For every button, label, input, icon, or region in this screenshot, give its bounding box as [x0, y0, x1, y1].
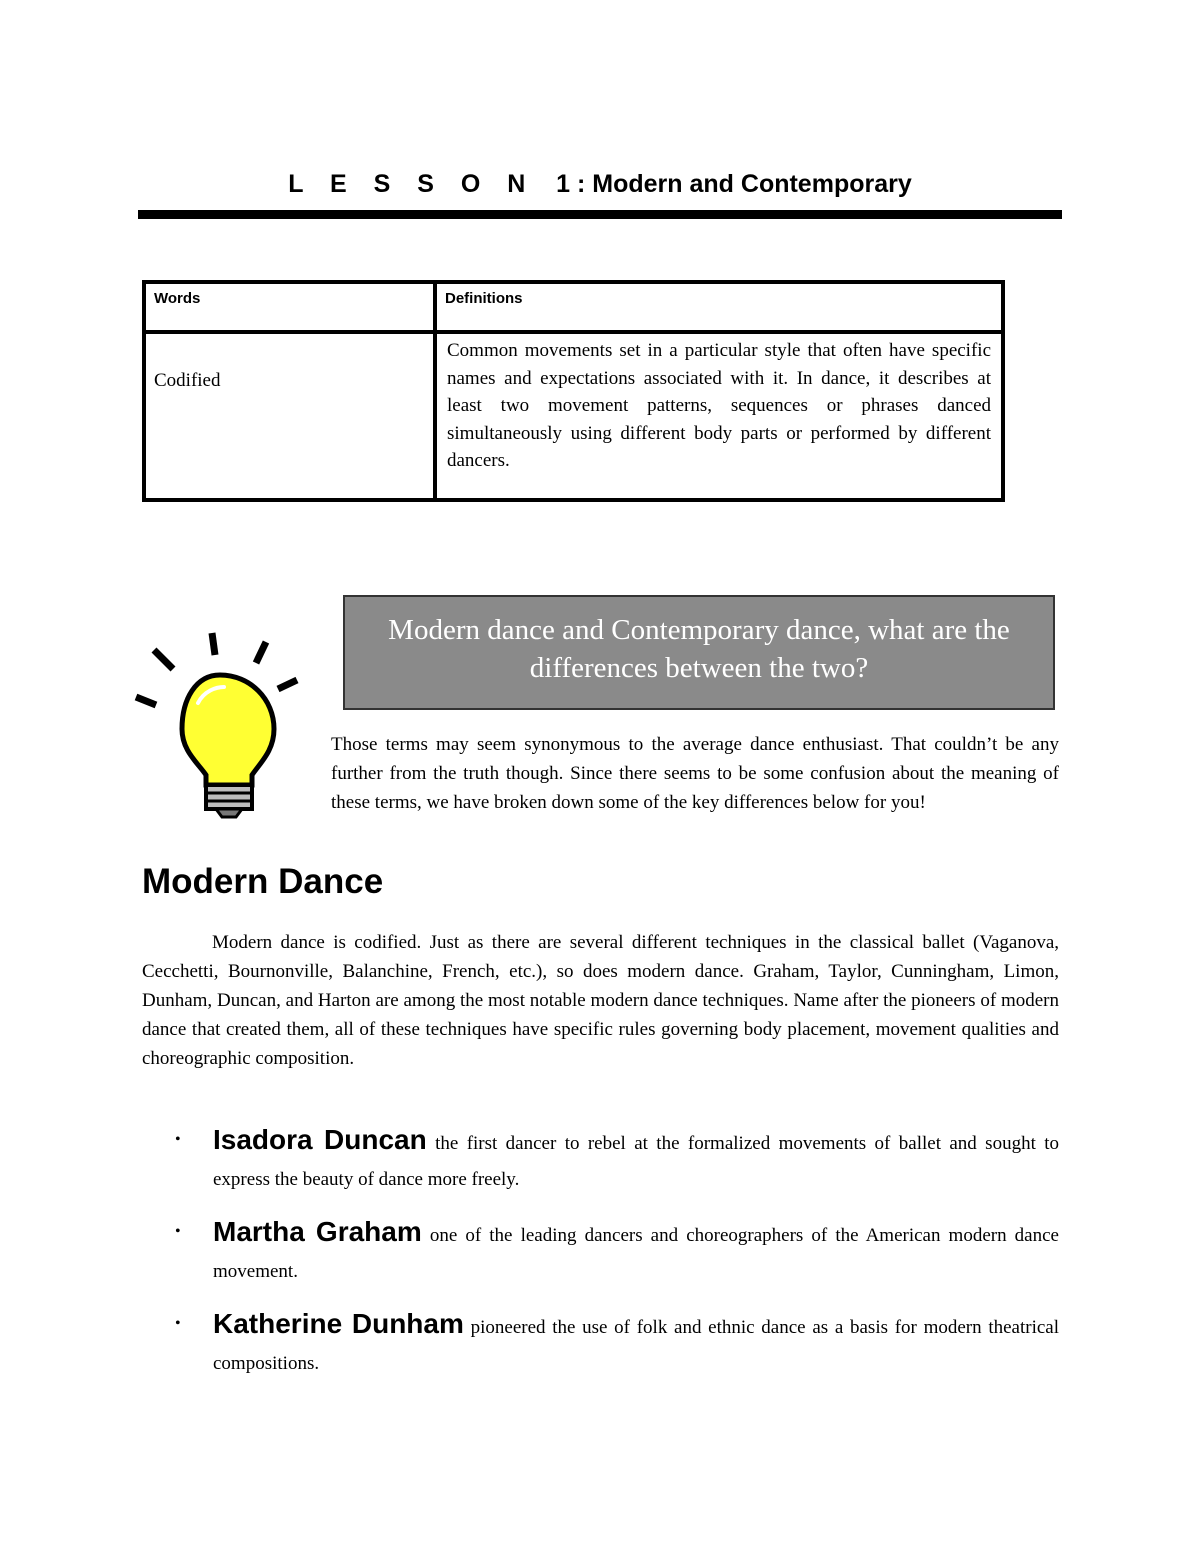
bullet-symbol: •: [175, 1131, 181, 1148]
dancer-description: pioneered the use of folk and ethnic dance as a basis for modern theatrical compositions.: [213, 1317, 1059, 1374]
modern-dance-paragraph: Modern dance is codified. Just as there are several different techniques in the classical ballet (Vaganova, Cecchetti, Bournonville, Balanchine, French, etc.), so does modern dance. Graham, Taylor, Cunningham, Limon, Dunham, Duncan, and Harton are among the most notable modern dance techniques. Name after the pioneers of modern dance that created them, all of these techniques have specific rules governing body placement, movement qualities and choreographic composition.: [142, 932, 1059, 1069]
title-rule: [138, 210, 1062, 219]
list-item: [175, 1214, 1059, 1290]
question-line-2: differences between the two?: [529, 652, 869, 684]
intro-paragraph: Those terms may seem synonymous to the average dance enthusiast. That couldn’t be any further from the truth though. Since there seems to be some confusion about the meaning of these terms, we have broken down some of the key differences below for you!: [331, 734, 1059, 813]
table-row: [144, 332, 1003, 500]
dancer-description: the first dancer to rebel at the formalized movements of ballet and sought to express the beauty of dance more freely.: [213, 1133, 1060, 1190]
dancer-name: Isadora Duncan: [213, 1124, 427, 1155]
definition-cell: Common movements set in a particular style that often have specific names and expectations associated with it. In dance, it describes at least two movement patterns, sequences or phrases danced simultaneously using different body parts or performed by different dancers.: [435, 332, 1003, 500]
lesson-title: [138, 170, 1062, 199]
dancer-description: one of the leading dancers and choreographers of the American modern dance movement.: [213, 1225, 1059, 1282]
section-heading: Modern Dance: [142, 862, 384, 901]
table-header-row: [144, 282, 1003, 332]
bullet-symbol: •: [175, 1315, 181, 1332]
word-cell: [144, 332, 435, 500]
question-line-1: Modern dance and Contemporary dance, what are the: [388, 614, 1010, 646]
light-bulb-icon: [128, 625, 308, 825]
lesson-prefix: L E S S O N: [288, 170, 536, 198]
list-item: [175, 1122, 1059, 1198]
header-definitions: Definitions: [435, 282, 1003, 332]
lesson-number-title: 1 : Modern and Contemporary: [556, 170, 912, 198]
header-words: Words: [144, 282, 435, 332]
vocabulary-table: [142, 280, 1005, 502]
dancer-name: Martha Graham: [213, 1216, 422, 1247]
question-box: [343, 595, 1055, 710]
word-text: Codified: [154, 370, 221, 391]
bullet-symbol: •: [175, 1223, 181, 1240]
list-item: [175, 1306, 1059, 1382]
dancer-name: Katherine Dunham: [213, 1308, 464, 1339]
